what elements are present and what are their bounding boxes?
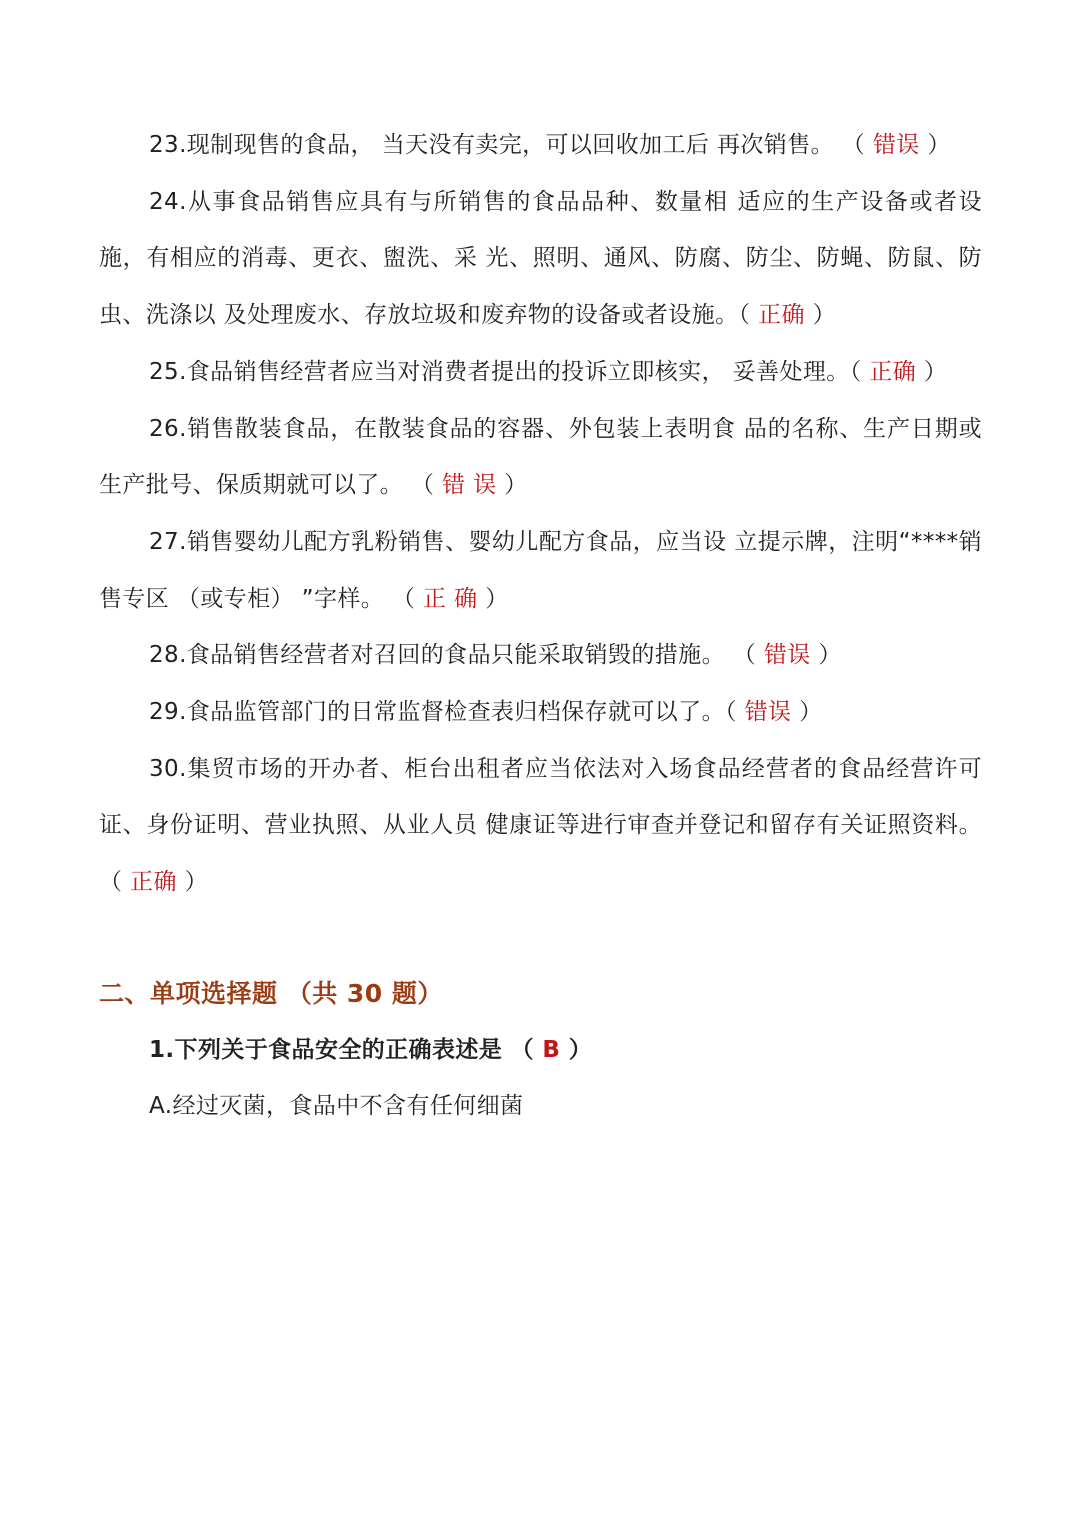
answer-text: 正确 (758, 302, 805, 329)
question-text: 24.从事食品销售应具有与所销售的食品品种、数量相 适应的生产设备或者设施，有相应的消毒、更衣、盥洗、采 光、照明、通风、防腐、防尘、防蝇、防鼠、防虫、洗涤以 及处理废水、存放垃圾和废弃物的设备或者设施。（ (99, 188, 982, 329)
closing-paren: ） (916, 358, 948, 385)
closing-paren: ） (560, 1036, 593, 1063)
document-content (99, 117, 982, 1134)
question-text: 30.集贸市场的开办者、柜台出租者应当依法对入场食品经营者的食品经营许可证、身份证明、营业执照、从业人员 健康证等进行审查并登记和留存有关证照资料。（ (99, 755, 982, 896)
question-text: 29.食品监管部门的日常监督检查表归档保存就可以了。（ (149, 699, 745, 726)
question-text: 1.下列关于食品安全的正确表述是 （ (149, 1036, 543, 1063)
answer-text: B (542, 1036, 561, 1063)
closing-paren: ） (477, 585, 509, 612)
answer-text: 正确 (130, 869, 177, 896)
mc-option-a: A.经过灭菌，食品中不含有任何细菌 (149, 1092, 524, 1119)
question-text: 27.销售婴幼儿配方乳粉销售、婴幼儿配方食品，应当设 立提示牌，注明“****销售专区 （或专柜） ”字样。 （ (99, 528, 982, 612)
answer-text: 正确 (869, 358, 917, 385)
answer-text: 错 误 (442, 472, 497, 499)
tf-question-23 (99, 117, 982, 174)
answer-text: 错误 (872, 132, 920, 158)
tf-question-30 (99, 741, 982, 911)
answer-text: 错误 (744, 699, 792, 726)
closing-paren: ） (804, 302, 837, 329)
tf-question-24 (99, 174, 982, 344)
section-heading: 二、单项选择题 （共 30 题） (99, 978, 443, 1008)
closing-paren: ） (810, 642, 842, 669)
tf-question-28 (99, 627, 982, 684)
answer-text: 正 确 (422, 585, 478, 612)
tf-question-25 (99, 344, 982, 401)
mc-question-1 (99, 1022, 982, 1078)
answer-text: 错误 (763, 642, 811, 669)
closing-paren: ） (791, 699, 823, 726)
closing-paren: ） (496, 472, 528, 499)
question-text: 23.现制现售的食品， 当天没有卖完，可以回收加工后 再次销售。 （ (149, 132, 873, 158)
question-text: 26.销售散装食品，在散装食品的容器、外包装上表明食 品的名称、生产日期或生产批号、保质期就可以了。 （ (99, 415, 982, 499)
tf-question-27 (99, 514, 982, 627)
question-text: 25.食品销售经营者应当对消费者提出的投诉立即核实， 妥善处理。（ (149, 358, 870, 385)
closing-paren: ） (176, 869, 209, 896)
tf-question-26 (99, 401, 982, 514)
closing-paren: ） (919, 132, 951, 158)
question-text: 28.食品销售经营者对召回的食品只能采取销毁的措施。 （ (149, 642, 764, 669)
tf-question-29 (99, 684, 982, 741)
